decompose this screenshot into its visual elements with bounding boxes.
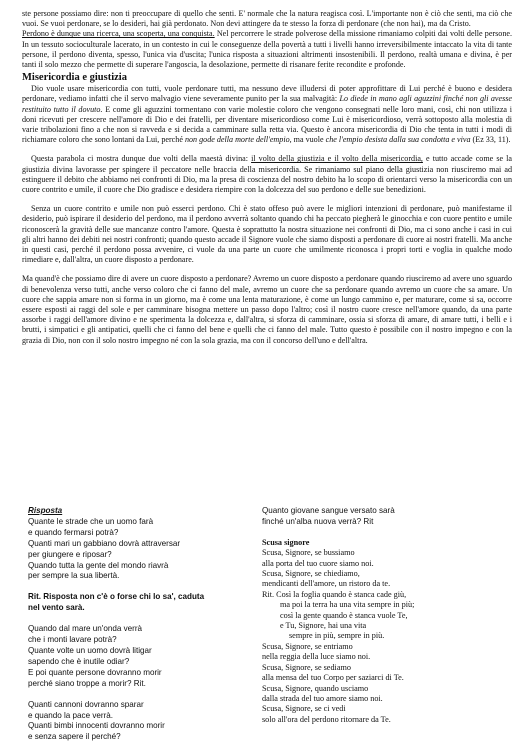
article: [22, 9, 512, 346]
lyric-line: Quanto giovane sangue versato sarà: [262, 506, 395, 515]
para2-underlined: il volto della giustizia e il volto della misericordia,: [251, 154, 423, 164]
lyric-line: Quanti bimbi innocenti dovranno morir: [28, 721, 165, 731]
lyric-line: solo all'ora del perdono ritornare da Te.: [262, 714, 391, 724]
refrain-line: così la gente quando è stanca vuole Te,: [280, 610, 408, 620]
lyric-line: Quando tutta la gente del mondo riavrà: [28, 560, 169, 570]
para1-text: Dio vuole usare misericordia con tutti, vuole perdonare tutti, ma nessuno deve illudersi di poter approfittare di Lui perché è buono e desidera perdonare, vediamo infatti che il servo malvagio viene severamente punito per la sua malvagità:: [22, 84, 512, 104]
lyric-line: mendicanti dell'amore, un ristoro da te.: [262, 579, 391, 589]
lyric-line: alla mensa del tuo Corpo per saziarci di Te.: [262, 673, 404, 683]
lyric-line: Scusa, Signore, se ci vedi: [262, 704, 346, 714]
refrain-line: nel vento sarà.: [28, 603, 85, 613]
para1-citation: (Ez 33, 11).: [470, 135, 511, 145]
lyric-line: sapendo che è inutile odiar?: [28, 656, 130, 666]
song-risposta: [28, 506, 253, 743]
lyric-line: Quando dal mare un'onda verrà: [28, 624, 143, 634]
lyric-line: Scusa, Signore, se bussiamo: [262, 548, 355, 558]
paragraph-disposed-heart: Ma quand'è che possiamo dire di avere un cuore disposto a perdonare? Avremo un cuore disposto a perdonare quando riusciremo ad avere uno sguardo di benevolenza verso tutti, anche verso coloro che ci fanno del male, avremo un cuore che sa perdonare quando avremo un cuore che sa amare. Un cuore che sappia amare non si forma in un giorno, ma è come una lenta maturazione, è come un lungo cammino e, per maturare, come si sa, occorre essere esposti ai raggi del sole e per camminare bisogna mettere un passo dopo l'altro; così il nostro cuore cresce nell'amore quando, da una parte assorbe i raggi dell'amore divino e ne sperimenta la dolcezza e, dall'altra, si sforza di camminare, ossia si sforza di amare, di amare tutti, i belli e i brutti, i simpatici e gli antipatici, quelli che ci fanno del bene e quelli che ci fanno del male. Tutto questo è possibile con il nostro impegno e con la grazia di Dio, non con il solo nostro impegno né con la sola grazia, ma con il concorso dell'uno e dell'altra.: [22, 274, 512, 345]
lyric-line: perché siano troppe a morir? Rit.: [28, 678, 146, 688]
refrain-line: ma poi la terra ha una vita sempre in più;: [280, 600, 415, 610]
refrain-line: Rit. Risposta non c'è o forse chi lo sa', caduta: [28, 592, 205, 602]
lyric-line: finché un'alba nuova verrà? Rit: [262, 516, 374, 526]
lyric-line: E poi quante persone dovranno morir: [28, 667, 162, 677]
lyric-line: e quando la pace verrà.: [28, 710, 114, 720]
refrain-line: e Tu, Signore, hai una vita: [280, 621, 367, 631]
lyric-line: Scusa, Signore, se entriamo: [262, 641, 353, 651]
refrain-line: Rit. Così la foglia quando è stanca cade giù,: [262, 589, 407, 599]
lyric-line: per giungere e riposar?: [28, 549, 112, 559]
lyric-line: per sempre la sua libertà.: [28, 571, 120, 581]
intro-rest: Nel percorrere le strade polverose della missione rimaniamo colpiti dai volti delle persone. In un tessuto socioculturale lacerato, in un contesto in cui le conseguenze della povertà a tutti i livelli hanno irreversibilmente intaccato la vita di tante persone, il perdono diventa, spesso, l'unica via d'uscita; l'unica risposta a situazioni altrimenti insostenibili. Il perdono, realtà umana e divina, è per tanti il solo mezzo che permette di superare l'angoscia, la desolazione, permette di risanare ferite reconditе e profonde.: [22, 29, 512, 70]
lyric-line: e senza sapere il perché?: [28, 732, 121, 742]
para2-text2: e tutto accade come se la giustizia divina lavorasse per spingere il peccatore nelle braccia della misericordia. Se rimaniamo sul piano della giustizia non riusciremo mai ad estinguere il debito che abbiamo nei confronti di Dio, ma la presa di coscienza del nostro debito ha lo scopo di orientarci verso la misericordia con un cuore contrito e umile, il cuore che Dio gradisce e desidera riempire con la dolcezza del suo perdono e delle sue benedizioni.: [22, 154, 512, 195]
lyric-line: Quanti cannoni dovranno sparar: [28, 699, 144, 709]
song-title-scusa-signore: Scusa signore: [262, 537, 310, 547]
para1-quote: Lo diede in mano agli aguzzini finché non gli avesse restituito tutto il dovuto.: [22, 94, 512, 114]
para1-quote3: che l'empio desista dalla sua condotta e viva: [325, 135, 471, 145]
intro-paragraph: [22, 9, 512, 29]
paragraph-justice: [22, 154, 512, 195]
para2-text: Questa parabola ci mostra dunque due volti della maestà divina:: [31, 154, 252, 164]
song-scusa-signore: [262, 506, 512, 725]
lyric-line: Quante le strade che un uomo farà: [28, 516, 154, 526]
song-title-risposta: Risposta: [28, 506, 63, 515]
section-title: Misericordia e giustizia: [22, 72, 127, 84]
para1-text3: ma vuole: [291, 135, 326, 145]
lyric-line: Scusa, Signore, quando usciamo: [262, 683, 369, 693]
lyric-line: e quando fermarsi potrà?: [28, 527, 119, 537]
para1-text2: E come gli aguzzini tormentano con varie molestie coloro che vengono consegnati nelle loro mani, così, chi non utilizza i doni ricevuti per crescere nell'amore di Dio e dei fratelli, per diventare misericordioso come Lui è misericordioso, verrà sottoposto alla molestia di varie tribolazioni fino a che non si ravveda e si decida a camminare sulla retta via. Questo è ancora misericordia di Dio che tenta in tutti i modi di richiamare coloro che sono lontani da Lui, perché: [22, 104, 512, 145]
para1-quote2: non gode della morte dell'empio,: [184, 135, 292, 145]
lyric-line: che i monti lavare potrà?: [28, 635, 117, 645]
intro-underlined: Perdono è dunque una ricerca, una scoperta, una conquista.: [22, 29, 215, 39]
lyric-line: dalla strada del tuo amore siamo noi.: [262, 693, 383, 703]
lyric-line: Quante volte un uomo dovrà litigar: [28, 645, 152, 655]
intro-text: ste persone possiamo dire: non ti preoccupare di quello che senti. E' normale che la natura reagisca così. L'importante non è ciò che senti, ma ciò che vuoi. Se vuoi perdonare, se lo desideri, hai già perdonato. Non devi attingere da te stesso la forza di perdonare (che non hai), ma da Cristo.: [22, 9, 512, 29]
lyric-line: Quanti mari un gabbiano dovrà attraversar: [28, 538, 181, 548]
lyric-line: nella reggia della luce siamo noi.: [262, 652, 371, 662]
lyric-line: alla porta del tuo cuore siamo noi.: [262, 558, 374, 568]
refrain-line: sempre in più, sempre in più.: [289, 631, 385, 641]
lyric-line: Scusa, Signore, se sediamo: [262, 662, 351, 672]
intro-paragraph-2: [22, 29, 512, 70]
lyric-line: Scusa, Signore, se chiediamo,: [262, 569, 360, 579]
paragraph-contrite-heart: Senza un cuore contrito e umile non può esserci perdono. Chi è stato offeso può avere le migliori intenzioni di perdonare, può manifestarne il desiderio, può ispirare il desiderio del perdono, ma il perdono avverrà soltanto quando chi ha peccato piegherà le ginocchia e con cuore pentito e umile riconoscerà la gravità delle sue mancanze contro l'amore. Questa è soprattutto la nostra situazione nei confronti di Dio, ma ci sono anche i casi in cui gli altri hanno dei debiti nei nostri confronti; quando questo accade il Signore vuole che siamo disposti a perdonare di cuore ai nostri fratelli. Ma anche in questi casi, perché il perdono possa avvenire, ci vuole da una parte un cuore che umilmente riconosca i propri torti e voglia in qualche modo rimediare e, dall'altra, un cuore disposto a perdonare.: [22, 204, 512, 265]
paragraph-mercy: [22, 84, 512, 145]
